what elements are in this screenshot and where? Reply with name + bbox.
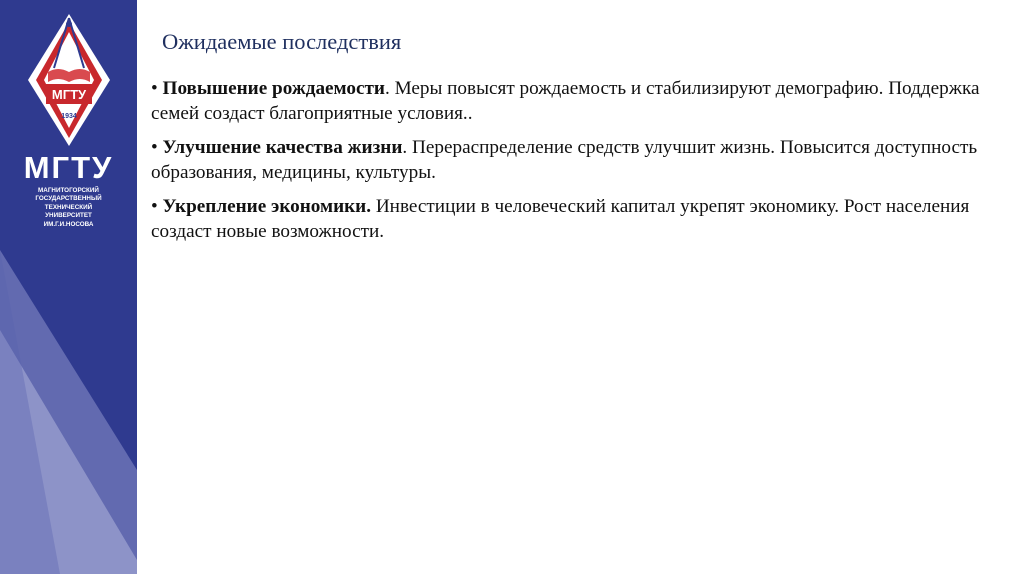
bullet-marker: • xyxy=(151,78,158,99)
bullet-text: Инвестиции в человеческий капитал укрепят экономику. Рост населения создаст новые возможности. xyxy=(151,196,970,242)
university-full-name xyxy=(0,187,137,229)
bullet-list xyxy=(151,76,1011,253)
university-emblem xyxy=(24,10,114,150)
subtitle-line: ИМ.Г.И.НОСОВА xyxy=(43,220,94,228)
bullet-item xyxy=(151,135,1011,185)
university-name: МГТУ xyxy=(23,150,114,185)
bullet-item xyxy=(151,76,1011,126)
bullet-item xyxy=(151,194,1011,244)
subtitle-line: УНИВЕРСИТЕТ xyxy=(45,212,92,220)
emblem-text: МГТУ xyxy=(51,87,87,102)
sidebar-panel xyxy=(0,0,137,574)
subtitle-line: ГОСУДАРСТВЕННЫЙ xyxy=(35,195,102,203)
subtitle-line: МАГНИТОГОРСКИЙ xyxy=(38,187,99,194)
bullet-marker: • xyxy=(151,196,158,217)
bullet-text: . Меры повысят рождаемость и стабилизируют демографию. Поддержка семей создаст благоприятные условия.. xyxy=(151,78,980,124)
bullet-heading: Укрепление экономики. xyxy=(162,196,372,217)
bullet-marker: • xyxy=(151,137,158,158)
bullet-heading: Повышение рождаемости xyxy=(162,78,385,99)
emblem-year: 1934 xyxy=(61,113,77,120)
subtitle-line: ТЕХНИЧЕСКИЙ xyxy=(44,203,93,211)
bullet-heading: Улучшение качества жизни xyxy=(162,137,403,158)
slide-title: Ожидаемые последствия xyxy=(162,29,402,54)
bullet-text: . Перераспределение средств улучшит жизнь. Повысится доступность образования, медицины, культуры. xyxy=(151,137,978,183)
